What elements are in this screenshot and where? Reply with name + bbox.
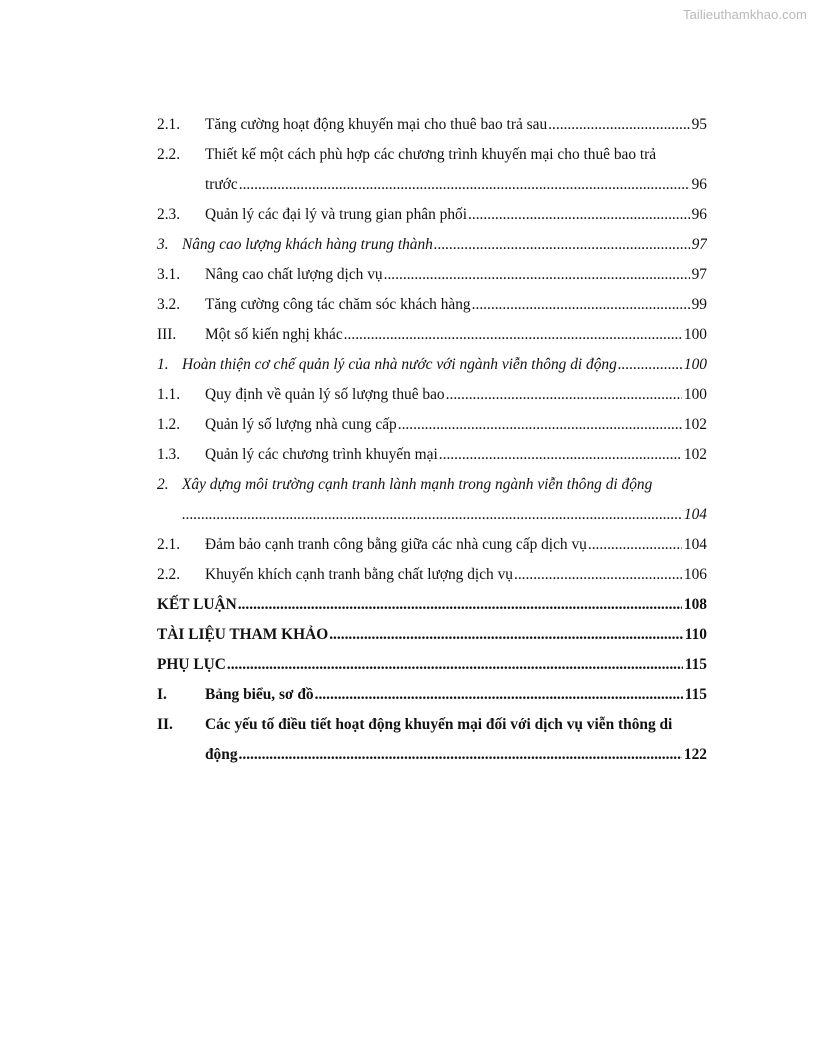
toc-entry-title: Nâng cao lượng khách hàng trung thành bbox=[182, 236, 433, 253]
dot-leader bbox=[514, 560, 682, 590]
toc-entry-number: 2.1. bbox=[157, 116, 181, 133]
toc-entry-title: Khuyến khích cạnh tranh bằng chất lượng dịch vụ bbox=[205, 566, 513, 583]
dot-leader bbox=[588, 530, 682, 560]
toc-entry-page: 115 bbox=[684, 656, 707, 673]
toc-entry-title: Nâng cao chất lượng dịch vụ bbox=[205, 266, 383, 283]
toc-entry-II-continued[interactable] bbox=[157, 740, 707, 770]
toc-entry-III[interactable] bbox=[157, 320, 707, 350]
toc-entry-number: 2.1. bbox=[157, 536, 181, 553]
toc-entry-2-2-continued[interactable] bbox=[157, 170, 707, 200]
toc-entry-number: 1. bbox=[157, 356, 169, 373]
toc-entry-number: III. bbox=[157, 326, 177, 343]
toc-entry-number: 1.3. bbox=[157, 446, 181, 463]
toc-entry-title: Quản lý số lượng nhà cung cấp bbox=[205, 416, 397, 433]
dot-leader bbox=[239, 170, 690, 200]
dot-leader bbox=[344, 320, 682, 350]
toc-entry-2-continued[interactable] bbox=[157, 500, 707, 530]
dot-leader bbox=[182, 500, 682, 530]
toc-entry-title: KẾT LUẬN bbox=[157, 596, 237, 613]
toc-entry-title: Quy định về quản lý số lượng thuê bao bbox=[205, 386, 445, 403]
dot-leader bbox=[618, 350, 682, 380]
toc-entry-title: Xây dựng môi trường cạnh tranh lành mạnh trong ngành viễn thông di động bbox=[182, 476, 653, 493]
toc-entry-page: 96 bbox=[691, 176, 707, 193]
toc-entry-title: PHỤ LỤC bbox=[157, 656, 226, 673]
toc-entry-1-2[interactable] bbox=[157, 410, 707, 440]
dot-leader bbox=[468, 200, 690, 230]
toc-entry-2-1[interactable] bbox=[157, 110, 707, 140]
toc-entry-page: 102 bbox=[683, 446, 707, 463]
toc-entry-number: 1.2. bbox=[157, 416, 181, 433]
toc-entry-title: TÀI LIỆU THAM KHẢO bbox=[157, 626, 329, 643]
dot-leader bbox=[238, 590, 682, 620]
toc-entry-2-2-b[interactable] bbox=[157, 560, 707, 590]
toc-entry-title: Tăng cường hoạt động khuyến mại cho thuê bao trả sau bbox=[205, 116, 548, 133]
toc-entry-title: Các yếu tố điều tiết hoạt động khuyến mại đối với dịch vụ viễn thông di bbox=[205, 716, 673, 733]
toc-entry-title: Hoàn thiện cơ chế quản lý của nhà nước với ngành viễn thông di động bbox=[182, 356, 617, 373]
toc-entry-page: 115 bbox=[684, 686, 707, 703]
dot-leader bbox=[239, 740, 682, 770]
toc-entry-page: 97 bbox=[691, 236, 707, 253]
toc-entry-1[interactable] bbox=[157, 350, 707, 380]
toc-entry-2[interactable] bbox=[157, 470, 707, 500]
toc-entry-phu-luc[interactable] bbox=[157, 650, 707, 680]
toc-entry-3-2[interactable] bbox=[157, 290, 707, 320]
toc-entry-1-3[interactable] bbox=[157, 440, 707, 470]
table-of-contents bbox=[157, 110, 707, 770]
toc-entry-title: động bbox=[205, 746, 238, 763]
toc-entry-title: Quản lý các đại lý và trung gian phân phối bbox=[205, 206, 467, 223]
toc-entry-number: 2.2. bbox=[157, 566, 181, 583]
toc-entry-title: Quản lý các chương trình khuyến mại bbox=[205, 446, 438, 463]
toc-entry-2-3[interactable] bbox=[157, 200, 707, 230]
toc-entry-3-1[interactable] bbox=[157, 260, 707, 290]
toc-entry-title: Tăng cường công tác chăm sóc khách hàng bbox=[205, 296, 471, 313]
toc-entry-page: 100 bbox=[683, 386, 707, 403]
toc-entry-number: 3.1. bbox=[157, 266, 181, 283]
toc-entry-3[interactable] bbox=[157, 230, 707, 260]
toc-entry-number: 2.3. bbox=[157, 206, 181, 223]
dot-leader bbox=[439, 440, 682, 470]
toc-entry-page: 96 bbox=[691, 206, 707, 223]
toc-entry-page: 108 bbox=[683, 596, 707, 613]
toc-entry-page: 99 bbox=[691, 296, 707, 313]
dot-leader bbox=[446, 380, 682, 410]
toc-entry-number: 1.1. bbox=[157, 386, 181, 403]
toc-entry-number: II. bbox=[157, 716, 173, 733]
toc-entry-page: 110 bbox=[684, 626, 707, 643]
toc-entry-title: Thiết kế một cách phù hợp các chương trình khuyến mại cho thuê bao trả bbox=[205, 146, 657, 163]
toc-entry-II[interactable] bbox=[157, 710, 707, 740]
toc-entry-page: 100 bbox=[683, 326, 707, 343]
toc-entry-number: 3.2. bbox=[157, 296, 181, 313]
toc-entry-number: 2. bbox=[157, 476, 169, 493]
dot-leader bbox=[398, 410, 682, 440]
toc-entry-page: 106 bbox=[683, 566, 707, 583]
toc-entry-2-2[interactable] bbox=[157, 140, 707, 170]
toc-entry-page: 104 bbox=[683, 536, 707, 553]
toc-entry-page: 100 bbox=[683, 356, 707, 373]
watermark-text: Tailieuthamkhao.com bbox=[682, 7, 807, 22]
dot-leader bbox=[315, 680, 683, 710]
dot-leader bbox=[472, 290, 690, 320]
toc-entry-tai-lieu-tham-khao[interactable] bbox=[157, 620, 707, 650]
toc-entry-2-1-b[interactable] bbox=[157, 530, 707, 560]
toc-entry-1-1[interactable] bbox=[157, 380, 707, 410]
toc-entry-page: 95 bbox=[691, 116, 707, 133]
toc-entry-title: Một số kiến nghị khác bbox=[205, 326, 343, 343]
toc-entry-page: 97 bbox=[691, 266, 707, 283]
toc-entry-title: Đảm bảo cạnh tranh công bằng giữa các nhà cung cấp dịch vụ bbox=[205, 536, 587, 553]
toc-entry-page: 104 bbox=[683, 506, 707, 523]
dot-leader bbox=[548, 110, 689, 140]
dot-leader bbox=[227, 650, 683, 680]
toc-entry-title: trước bbox=[205, 176, 238, 193]
toc-entry-I[interactable] bbox=[157, 680, 707, 710]
dot-leader bbox=[384, 260, 690, 290]
toc-entry-number: I. bbox=[157, 686, 167, 703]
toc-entry-number: 2.2. bbox=[157, 146, 181, 163]
toc-entry-title: Bảng biểu, sơ đồ bbox=[205, 686, 314, 703]
toc-entry-ket-luan[interactable] bbox=[157, 590, 707, 620]
toc-entry-page: 122 bbox=[683, 746, 707, 763]
toc-entry-page: 102 bbox=[683, 416, 707, 433]
dot-leader bbox=[434, 230, 690, 260]
toc-entry-number: 3. bbox=[157, 236, 169, 253]
dot-leader bbox=[329, 620, 683, 650]
